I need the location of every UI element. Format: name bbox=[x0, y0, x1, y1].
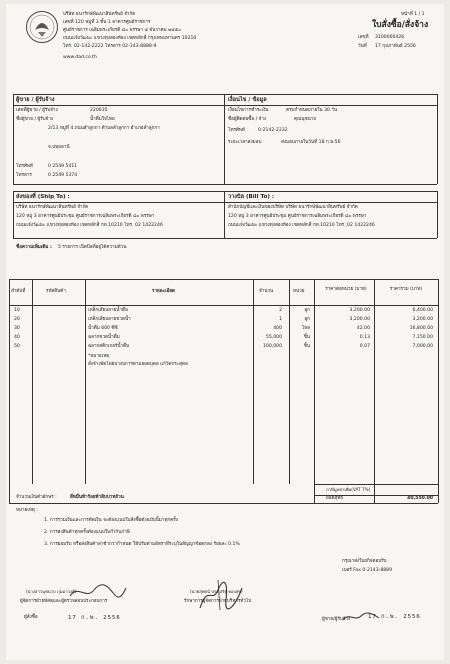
fax-note-1: กรุณาส่งใบยกิจตอบรับ bbox=[342, 559, 387, 564]
col-header-unit-price: ราคาต่อหน่วย (บาท) bbox=[325, 287, 367, 292]
signature-3-date: 17 ก.พ. 2556 bbox=[368, 614, 421, 620]
row-no: 40 bbox=[14, 335, 20, 340]
remark-3: 3. การยอมรับ หรือส่งสินค้าล่าช้ากว่ากำหนด ให้ปรับตามอัตราที่ระบุในสัญญาข้อตกลง ร้อยละ 0.1% bbox=[44, 542, 240, 547]
vendor-heading: ผู้ขาย / ผู้รับจ้าง bbox=[16, 97, 55, 103]
org-line-3: ถนนแจ้งวัฒนะ แขวงทุ่งสองห้อง เขตหลักสี่ กรุงเทพมหานคร 10210 bbox=[63, 36, 197, 41]
org-line-1: เลขที่ 120 หมู่ที่ 3 ชั้น 1 อาคารศูนย์ราชการ bbox=[63, 20, 151, 25]
row-description: น้ำดื่ม 600 ซีซี bbox=[88, 326, 118, 331]
remark-1: 1. การรวมเงินและการตัดเงิน จะต้องแนบใบสั่งซื้อดังฉบับนี้มาทุกครั้ง bbox=[44, 518, 178, 523]
bill-to-line-1: สำนักบัญชีและเงินของบริษัท บริษัท ธนารักษ์พัฒนาสินทรัพย์ จำกัด bbox=[228, 205, 358, 210]
fax-note-2: เบอร์ Fax 0-2143-8889 bbox=[342, 568, 393, 573]
row-qty: 55,000 bbox=[265, 335, 282, 340]
terms-heading: เงื่อนไข / ข้อมูล bbox=[228, 97, 267, 103]
signature-1-title: ผู้จัดการฝ่ายพัสดุและผู้ตรวจสอบประกอบการ bbox=[20, 599, 108, 604]
table-note-1: *หมายเหตุ bbox=[88, 354, 110, 359]
col-header-code: รหัสสินค้า bbox=[46, 289, 66, 294]
signature-2-icon bbox=[196, 580, 246, 612]
row-unit-price: 3,200.00 bbox=[349, 308, 370, 313]
row-unit-price: 42.00 bbox=[356, 326, 370, 331]
vendor-fax: 0 2549 5374 bbox=[48, 173, 78, 178]
row-total: 7,000.00 bbox=[412, 344, 433, 349]
signature-2-name: (นายสุพจน์ ประเสริฐ ทองสุข) bbox=[190, 589, 243, 594]
document-title: ใบสั่งซื้อ/สั่งจ้าง bbox=[372, 20, 429, 30]
row-unit: ลูก bbox=[304, 317, 310, 322]
row-unit-price: 0.07 bbox=[359, 344, 370, 349]
signature-2-title: รักษาการผู้จัดการฝ่ายบริหารทั่วไป bbox=[184, 599, 252, 604]
contact-label: ชื่อผู้ติดต่อซื้อ / จ้าง bbox=[228, 117, 267, 122]
row-description: เหล็กเสียบลายขวดน้ำ bbox=[88, 317, 131, 322]
row-description: เหล็กเสียบลายน้ำดื่ม bbox=[88, 308, 128, 313]
company-logo-icon bbox=[25, 10, 59, 44]
row-no: 50 bbox=[14, 344, 20, 349]
org-line-2: ศูนย์ราชการ เฉลิมพระเกียรติ ๘๐ พรรษา ๕ ธันวาคม ๒๕๕๐ bbox=[63, 28, 181, 33]
grand-total: 40,550.00 bbox=[407, 496, 433, 501]
row-total: 6,400.00 bbox=[412, 308, 433, 313]
vendor-address-2: จ.ปทุมธานี bbox=[48, 145, 70, 150]
bill-to-heading: วางบิล (Bill To) : bbox=[228, 194, 275, 200]
row-no: 20 bbox=[14, 317, 20, 322]
signature-1-role: ผู้สั่งซื้อ bbox=[24, 615, 38, 620]
row-qty: 100,000 bbox=[263, 344, 282, 349]
ship-to-line-3: ถนนแจ้งวัฒนะ แขวงทุ่งสองห้อง เขตหลักสี่ กท.10210 โทร. 02 1422246 bbox=[16, 223, 163, 228]
vat-label: ภาษีมูลค่าเพิ่ม(VAT 7%) bbox=[326, 487, 371, 492]
org-line-4: โทร. 02-142-2222 โทรสาร 02-143-8888-9 bbox=[63, 44, 157, 49]
row-no: 30 bbox=[14, 326, 20, 331]
delivery-terms: ส่งมอบภายในวันที่ 18 ก.พ.56 bbox=[281, 140, 341, 145]
row-description: ฉลากขวดน้ำดื่ม bbox=[88, 335, 120, 340]
row-unit-price: 0.13 bbox=[359, 335, 370, 340]
contact-name: คุณนุชนาถ bbox=[294, 117, 317, 122]
additional-info-label: ชื่อความเพิ่มเติม : bbox=[16, 245, 52, 250]
po-number: 3100000426 bbox=[375, 35, 405, 40]
row-qty: 400 bbox=[273, 326, 282, 331]
row-unit: โหล bbox=[301, 326, 310, 331]
row-description: ฉลากสติกเกอร์น้ำดื่ม bbox=[88, 344, 130, 349]
payment-label: เงื่อนไขการชำระเงิน bbox=[228, 108, 269, 113]
terms-phone-label: โทรศัพท์ bbox=[228, 128, 245, 133]
row-qty: 2 bbox=[279, 308, 282, 313]
col-header-unit: หน่วย bbox=[293, 289, 305, 294]
remark-2: 2. การส่งสินค้าทุกครั้งต้องแนบใบกำกับภาษี bbox=[44, 530, 130, 535]
ship-to-line-1: บริษัท ธนารักษ์พัฒนาสินทรัพย์ จำกัด bbox=[16, 205, 89, 210]
ship-to-heading: ส่งของที่ (Ship To) : bbox=[16, 194, 70, 200]
signature-3-label: ผู้ขาย/ผู้รับจ้าง bbox=[322, 617, 351, 622]
delivery-label: ระยะเวลาส่งมอบ bbox=[228, 140, 262, 145]
row-unit: ชิ้น bbox=[303, 344, 310, 349]
po-number-label: เลขที่ bbox=[358, 35, 369, 40]
row-unit: ลูก bbox=[304, 308, 310, 313]
row-total: 16,800.00 bbox=[409, 326, 433, 331]
org-website: www.dad.co.th bbox=[63, 55, 97, 60]
signature-1-date: 17 ก.พ. 2556 bbox=[68, 615, 121, 621]
vendor-name-label: ชื่อผู้ขาย / ผู้รับจ้าง bbox=[16, 117, 54, 122]
bill-to-line-3: ถนนแจ้งวัฒนะ แขวงทุ่งสองห้อง เขตหลักสี่ กท.10210 โทร. 02 1422246 bbox=[228, 223, 375, 228]
vendor-phone-label: โทรศัพท์ bbox=[16, 164, 33, 169]
row-no: 10 bbox=[14, 308, 20, 313]
bill-to-line-2: 120 หมู่ 3 อาคารศูนย์ประชุม ศูนย์ราชการเฉลิมพระเกียรติ ๘๐ พรรษา bbox=[228, 214, 367, 219]
row-total: 7,150.00 bbox=[412, 335, 433, 340]
po-date-label: วันที่ bbox=[358, 44, 367, 49]
row-unit-price: 3,200.00 bbox=[349, 317, 370, 322]
additional-info: 5 รายการ เปิดบิลที่อยู่ได้ความด้วน bbox=[58, 245, 127, 250]
signature-1-name: (นางสาวนุชนาถ ภุมมาวงศ์) bbox=[26, 589, 77, 594]
col-header-description: รายละเอียด bbox=[152, 289, 176, 294]
payment-terms: ครบกำหนดภายใน 30 วัน bbox=[286, 108, 338, 113]
row-qty: 1 bbox=[279, 317, 282, 322]
row-total: 3,200.00 bbox=[412, 317, 433, 322]
col-header-qty: จำนวน bbox=[259, 289, 274, 294]
ship-to-line-2: 120 หมู่ 3 อาคารศูนย์ประชุม ศูนย์ราชการเฉลิมพระเกียรติ ๘๐ พรรษา bbox=[16, 214, 155, 219]
org-name: บริษัท ธนารักษ์พัฒนาสินทรัพย์ จำกัด bbox=[63, 12, 136, 17]
grand-total-label: ยอดสุทธิ bbox=[326, 496, 344, 501]
terms-phone: 0-2142-2232 bbox=[258, 128, 288, 133]
amount-words-label: จำนวนเงินตัวอักษร : bbox=[16, 495, 57, 500]
po-date: 17 กุมภาพันธ์ 2556 bbox=[375, 44, 416, 49]
vendor-address-1: 2/13 หมู่ที่ 4 ถนนสำลูกกา ตำบลลำลูกกา อำเภอลำลูกกา bbox=[48, 126, 160, 131]
row-unit: ชิ้น bbox=[303, 335, 310, 340]
vendor-phone: 0 2549 5411 bbox=[48, 164, 78, 169]
table-note-2: สั่งจ้างจัดโดยบางบการตามยอดบุคล แก้วัดกระสุดล bbox=[88, 362, 188, 367]
col-header-no: ลำดับที่ bbox=[11, 289, 26, 294]
col-header-total: ราคารวม (บาท) bbox=[389, 287, 423, 292]
remarks-heading: หมายเหตุ : bbox=[16, 508, 38, 513]
vendor-name: น้ำดื่มใจไทย bbox=[90, 117, 115, 122]
vendor-code: 220635 bbox=[90, 108, 108, 113]
vendor-code-label: เลขที่ผู้ขาย / ผู้รับจ้าง bbox=[16, 108, 58, 113]
page-number: หน้าที่ 1 / 1 bbox=[401, 12, 425, 17]
amount-in-words: สี่หมื่นห้าร้อยห้าสิบบาทถ้วน bbox=[70, 495, 124, 500]
purchase-order-page bbox=[6, 4, 444, 660]
vendor-fax-label: โทรสาร bbox=[16, 173, 32, 178]
